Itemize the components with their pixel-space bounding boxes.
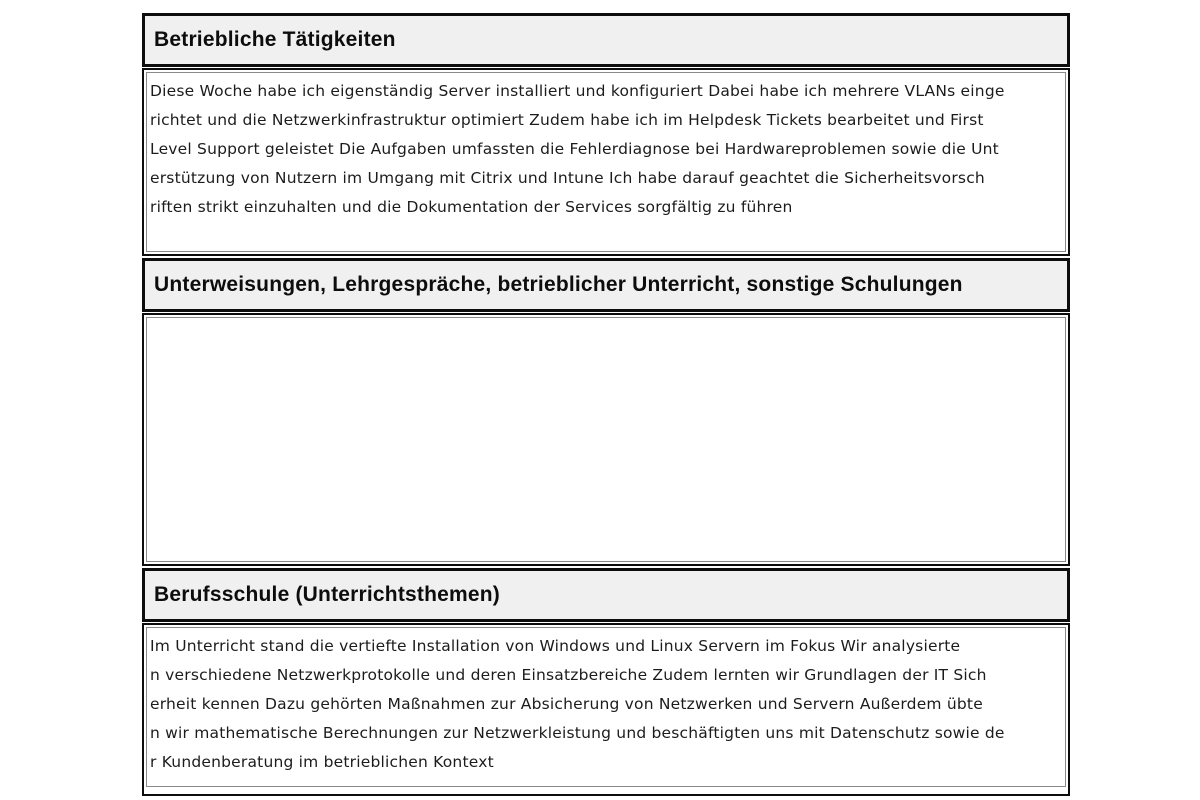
handwriting-line: riften strikt einzuhalten und die Dokumentation der Services sorgfältig zu führen: [150, 198, 793, 216]
section-title: Berufsschule (Unterrichtsthemen): [154, 583, 500, 606]
section-title: Betriebliche Tätigkeiten: [154, 28, 396, 51]
handwriting-line: richtet und die Netzwerkinfrastruktur optimiert Zudem habe ich im Helpdesk Tickets bearbeitet und First: [150, 111, 984, 129]
section-header-unterweisungen: [142, 258, 1070, 312]
handwriting-line: erheit kennen Dazu gehörten Maßnahmen zur Absicherung von Netzwerken und Servern Außerdem übte: [150, 695, 983, 713]
section-header-berufsschule: [142, 568, 1070, 622]
training-report-form: [142, 13, 1070, 796]
handwriting-line: erstützung von Nutzern im Umgang mit Citrix und Intune Ich habe darauf geachtet die Sicherheitsvorsch: [150, 169, 985, 187]
handwriting-line: n verschiedene Netzwerkprotokolle und deren Einsatzbereiche Zudem lernten wir Grundlagen der IT Sich: [150, 666, 987, 684]
unterweisungen-field[interactable]: [142, 313, 1070, 566]
handwriting-line: Im Unterricht stand die vertiefte Installation von Windows und Linux Servern im Fokus Wir analysierte: [150, 637, 961, 655]
handwriting-line: Diese Woche habe ich eigenständig Server installiert und konfiguriert Dabei habe ich mehrere VLANs einge: [150, 82, 1005, 100]
berufsschule-text-area[interactable]: [146, 627, 1066, 787]
berufsschule-field[interactable]: [142, 623, 1070, 796]
betriebliche-taetigkeiten-field[interactable]: [142, 68, 1070, 256]
section-header-betriebliche-taetigkeiten: [142, 13, 1070, 67]
section-title: Unterweisungen, Lehrgespräche, betrieblicher Unterricht, sonstige Schulungen: [154, 273, 963, 296]
handwriting-line: Level Support geleistet Die Aufgaben umfassten die Fehlerdiagnose bei Hardwareproblemen sowie die Unt: [150, 140, 999, 158]
unterweisungen-text-area[interactable]: [146, 317, 1066, 562]
handwriting-line: r Kundenberatung im betrieblichen Kontext: [150, 753, 494, 771]
betriebliche-taetigkeiten-text-area[interactable]: [146, 72, 1066, 252]
handwriting-line: n wir mathematische Berechnungen zur Netzwerkleistung und beschäftigten uns mit Datenschutz sowie de: [150, 724, 1005, 742]
